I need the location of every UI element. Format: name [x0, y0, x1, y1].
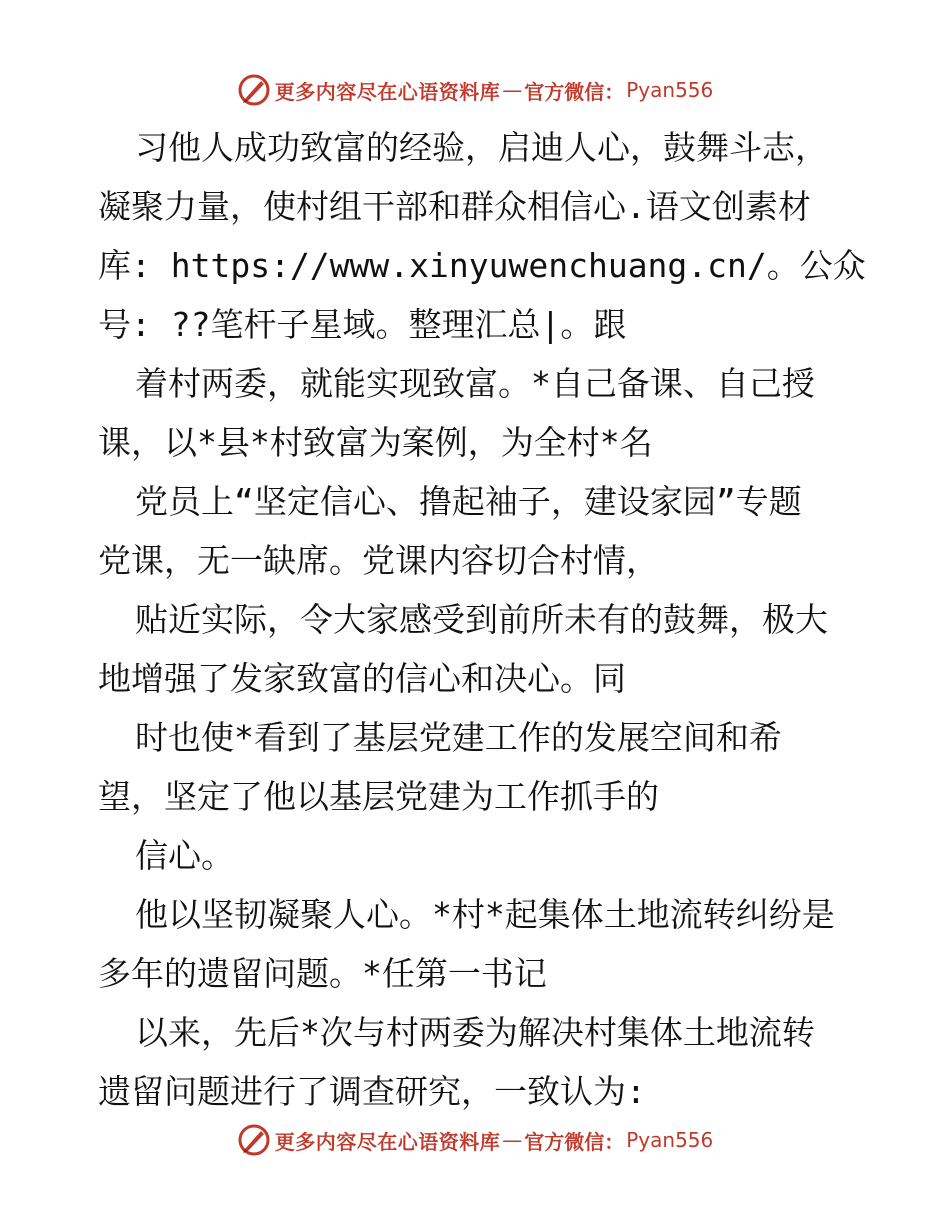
body-line: 号: ??笔杆子星域。整理汇总|。跟	[98, 305, 627, 344]
watermark-wechat-label: 官方微信：	[524, 1129, 625, 1154]
watermark-wechat-id: Pyan556	[626, 1128, 714, 1152]
watermark-header	[0, 72, 950, 108]
watermark-dash: —	[502, 1128, 523, 1152]
body-line: 以来，先后*次与村两委为解决村集体土地流转	[135, 1013, 815, 1052]
body-line: 地增强了发家致富的信心和决心。同	[98, 659, 626, 698]
body-line: 望，坚定了他以基层党建为工作抓手的	[98, 777, 659, 816]
watermark-site-text: 更多内容尽在心语资料库	[274, 79, 501, 104]
watermark-wechat-label: 官方微信：	[524, 79, 625, 104]
body-line: 他以坚韧凝聚人心。*村*起集体土地流转纠纷是	[135, 895, 835, 934]
body-line: 习他人成功致富的经验，启迪人心，鼓舞斗志，	[135, 128, 828, 167]
body-line: 党员上“坚定信心、撸起袖子，建设家园”专题	[135, 482, 802, 521]
watermark-site-text: 更多内容尽在心语资料库	[274, 1129, 501, 1154]
watermark-wechat-id: Pyan556	[626, 78, 714, 102]
body-line: 多年的遗留问题。*任第一书记	[98, 954, 547, 993]
body-line: 遗留问题进行了调查研究，一致认为:	[98, 1072, 646, 1111]
body-line: 凝聚力量，使村组干部和群众相信心.语文创素材	[98, 187, 811, 226]
body-line: 贴近实际，令大家感受到前所未有的鼓舞，极大	[135, 600, 828, 639]
body-line: 信心。	[135, 836, 234, 875]
body-line: 党课，无一缺席。党课内容切合村情，	[98, 541, 659, 580]
watermark-footer	[0, 1122, 950, 1158]
body-line: 时也使*看到了基层党建工作的发展空间和希	[135, 718, 782, 757]
body-line: 课，以*县*村致富为案例，为全村*名	[98, 423, 653, 462]
pen-logo-icon	[237, 1123, 271, 1157]
document-body	[98, 118, 898, 1121]
body-line: 库: https://www.xinyuwenchuang.cn/。公众	[98, 246, 866, 285]
watermark-dash: —	[502, 78, 523, 102]
body-line: 着村两委，就能实现致富。*自己备课、自己授	[135, 364, 815, 403]
pen-logo-icon	[237, 73, 271, 107]
